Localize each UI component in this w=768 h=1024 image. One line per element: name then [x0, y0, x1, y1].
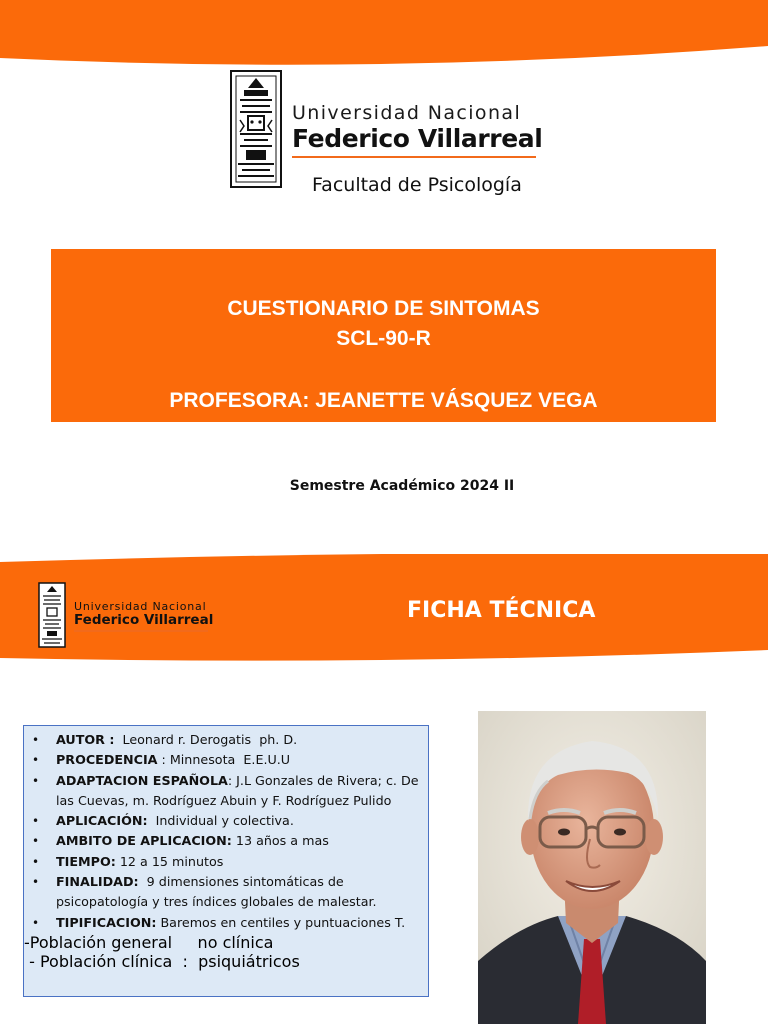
- info-item-value: Individual y colectiva.: [147, 813, 294, 829]
- title-line-2: SCL-90-R: [336, 327, 431, 350]
- info-item-label: ADAPTACION ESPAÑOLA: [56, 772, 228, 788]
- info-item-value: 12 a 15 minutos: [115, 853, 224, 869]
- title-line-1: CUESTIONARIO DE SINTOMAS: [227, 297, 540, 320]
- bullet-icon: •: [32, 854, 40, 869]
- bullet-icon: •: [32, 915, 40, 930]
- info-item: [32, 852, 422, 872]
- population-line-1: -Población general no clínica: [24, 932, 274, 952]
- info-item: [32, 730, 422, 750]
- university-name-line1: Universidad Nacional: [74, 600, 207, 613]
- info-item-label: TIPIFICACION:: [56, 914, 157, 930]
- info-item: [32, 913, 422, 933]
- info-item-value: 13 años a mas: [231, 833, 329, 849]
- university-logo-small: [38, 582, 218, 650]
- info-item-value: 9 dimensiones sintomáticas de psicopatología y tres índices globales de malestar.: [56, 874, 377, 910]
- info-item-label: FINALIDAD:: [56, 874, 139, 890]
- info-item-value: Baremos en centiles y puntuaciones T.: [156, 914, 406, 930]
- logo-underline: [292, 156, 536, 158]
- info-item: [32, 771, 422, 812]
- info-item-label: AMBITO DE APLICACION:: [56, 833, 232, 849]
- title-banner: [51, 249, 716, 422]
- info-item-value: : Minnesota E.E.U.U: [157, 752, 291, 768]
- university-logo: [230, 70, 543, 190]
- bullet-icon: •: [32, 834, 40, 849]
- bullet-icon: •: [32, 733, 40, 747]
- info-item-label: PROCEDENCIA: [56, 752, 158, 768]
- info-item: [32, 811, 422, 831]
- university-name-line2: Federico Villarreal: [74, 612, 214, 628]
- info-item: [32, 831, 422, 851]
- professor-line: PROFESORA: JEANETTE VÁSQUEZ VEGA: [169, 389, 598, 412]
- author-portrait: [478, 711, 706, 1024]
- university-name-line2: Federico Villarreal: [292, 124, 543, 153]
- info-item-label: TIEMPO:: [56, 853, 116, 869]
- university-name-line1: Universidad Nacional: [292, 102, 522, 124]
- slide-ficha-tecnica: [0, 518, 768, 1024]
- population-line-2: - Población clínica : psiquiátricos: [24, 951, 300, 971]
- bullet-icon: •: [32, 875, 40, 890]
- bullet-icon: •: [32, 773, 40, 788]
- info-item: [32, 872, 422, 913]
- logo-underline: [74, 630, 208, 632]
- technical-info-box: [23, 725, 429, 997]
- bullet-icon: •: [32, 753, 40, 768]
- tribal-emblem-icon: [38, 582, 66, 648]
- info-item-value: Leonard r. Derogatis ph. D.: [114, 732, 298, 747]
- top-orange-wave: [0, 0, 768, 70]
- semester-label: Semestre Académico 2024 II: [289, 478, 515, 494]
- tribal-emblem-icon: [230, 70, 282, 188]
- info-item-value: : J.L Gonzales de Rivera; c. De las Cuevas, m. Rodríguez Abuin y F. Rodríguez Pulido: [56, 772, 423, 808]
- info-item-label: AUTOR :: [56, 732, 115, 747]
- info-item-label: APLICACIÓN:: [56, 813, 148, 829]
- ficha-tecnica-title: FICHA TÉCNICA: [407, 598, 596, 623]
- technical-info-list: [24, 726, 428, 933]
- faculty-name: Facultad de Psicología: [312, 174, 522, 196]
- info-item: [32, 750, 422, 770]
- bullet-icon: •: [32, 814, 40, 829]
